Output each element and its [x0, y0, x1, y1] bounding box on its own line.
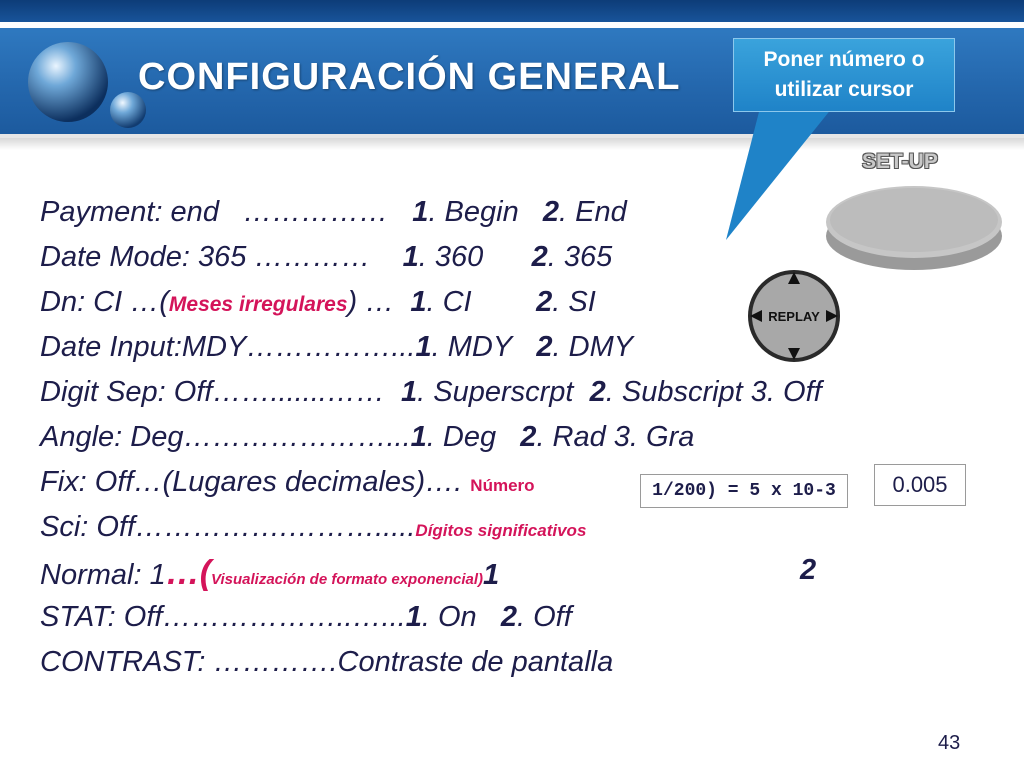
setting-fix	[40, 466, 535, 499]
option-2-text: . DMY	[552, 331, 634, 363]
setting-label: CONTRAST: ………….Contraste de pantalla	[40, 646, 614, 678]
setting-label: Fix: Off…(Lugares decimales)….	[40, 466, 463, 498]
page-number: 43	[938, 732, 961, 754]
setting-mark: …(	[165, 554, 212, 592]
setting-label: Normal: 1	[40, 559, 166, 591]
setting-label: Dn: CI …(	[40, 286, 169, 318]
option-1-text: . On	[421, 601, 477, 633]
callout-box	[733, 38, 955, 112]
setting-label: Digit Sep: Off…….......……	[40, 376, 385, 408]
option-2-number: 2	[520, 421, 537, 453]
page-title: CONFIGURACIÓN GENERAL	[138, 56, 681, 98]
option-2-number: 2	[800, 554, 817, 586]
option-2-number: 2	[531, 241, 548, 273]
option-2-number: 2	[542, 196, 560, 228]
option-1-text: . Begin	[428, 196, 519, 228]
option-1-text: . 360	[418, 241, 484, 273]
setting-dn	[40, 286, 596, 319]
setting-label-end: ) …	[347, 286, 395, 318]
option-2-number: 2	[536, 331, 553, 363]
option-1-number: 1	[400, 376, 418, 408]
fix-value: 0.005	[892, 472, 948, 497]
option-2-text: . End	[559, 196, 627, 228]
setting-note: Dígitos significativos	[415, 521, 587, 540]
setting-dots: ……………	[243, 196, 389, 228]
option-1-number: 1	[483, 559, 500, 591]
option-2-number: 2	[589, 376, 606, 408]
setting-date-input	[40, 331, 633, 364]
option-1-text: . Deg	[426, 421, 497, 453]
option-1-number: 1	[410, 421, 427, 453]
fix-formula-box	[640, 474, 848, 508]
option-2-number: 2	[500, 601, 517, 633]
setting-note: Meses irregulares	[168, 293, 348, 316]
setting-dots: …………	[254, 241, 371, 273]
setting-label: Payment: end	[40, 196, 219, 228]
option-1-text: . MDY	[431, 331, 513, 363]
option-2-text: . 365	[547, 241, 613, 273]
setting-digit-sep	[40, 376, 822, 409]
setting-note: Visualización de formato exponencial)	[211, 571, 484, 588]
option-2-number: 2	[536, 286, 553, 318]
setting-note: Número	[470, 476, 535, 495]
setup-key-label: SET-UP	[862, 150, 938, 173]
replay-key-icon[interactable]	[746, 268, 842, 364]
option-1-number: 1	[402, 241, 419, 273]
setting-label: STAT: Off………………..…...	[40, 601, 406, 633]
setting-contrast	[40, 646, 613, 679]
setting-sci	[40, 511, 586, 544]
option-2-text: . Rad 3. Gra	[536, 421, 695, 453]
setting-stat	[40, 601, 572, 634]
setting-label: Date Input:MDY……………...	[40, 331, 416, 363]
setting-payment	[40, 196, 627, 229]
option-1-number: 1	[405, 601, 422, 633]
option-2-text: . Subscript 3. Off	[605, 376, 822, 408]
option-1-number: 1	[412, 196, 429, 228]
option-1-number: 1	[415, 331, 432, 363]
callout-line-2: utilizar cursor	[774, 78, 914, 101]
setting-normal	[40, 554, 817, 593]
fix-formula: 1/200) = 5 x 10-3	[652, 481, 836, 501]
setting-date-mode	[40, 241, 612, 274]
setting-label: Angle: Deg…………………...	[40, 421, 411, 453]
option-1-text: . Superscrpt	[417, 376, 574, 408]
setting-label: Sci: Off…………….……….....	[40, 511, 416, 543]
fix-value-box	[874, 464, 966, 506]
option-1-number: 1	[410, 286, 427, 318]
option-1-text: . CI	[426, 286, 472, 318]
option-2-text: . SI	[552, 286, 596, 318]
callout-line-1: Poner número o	[763, 48, 925, 71]
setup-key-button[interactable]	[822, 180, 1008, 276]
setting-label: Date Mode: 365	[40, 241, 247, 273]
replay-key-label: REPLAY	[768, 309, 820, 324]
setting-angle	[40, 421, 694, 454]
option-2-text: . Off	[517, 601, 572, 633]
